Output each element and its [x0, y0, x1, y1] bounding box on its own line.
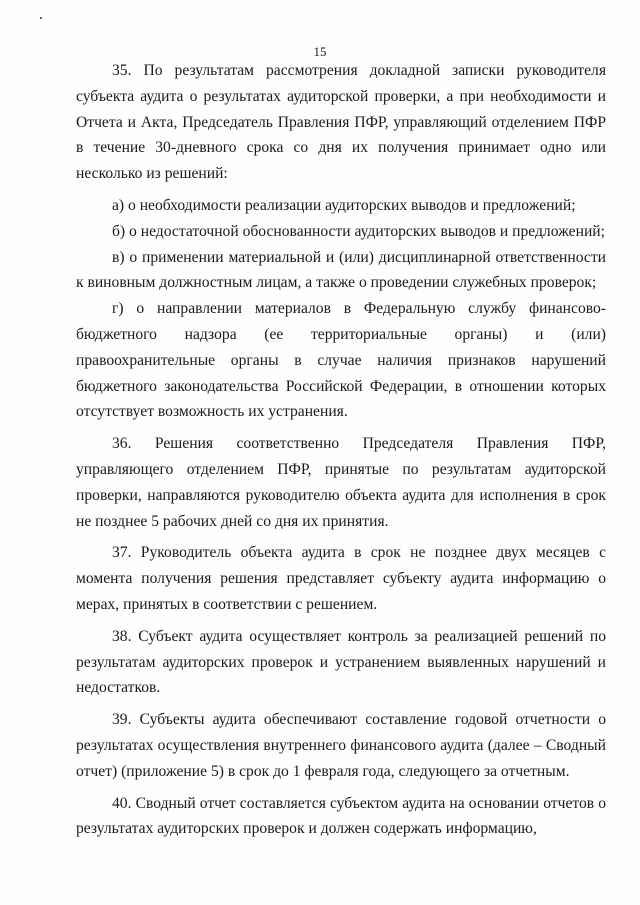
scan-speck	[40, 17, 42, 19]
paragraph-38: 38. Субъект аудита осуществляет контроль за реализацией решений по результатам аудиторских проверок и устранением выявленных нарушений и недостатков.	[76, 627, 606, 697]
paragraph-35-item-a: а) о необходимости реализации аудиторских выводов и предложений;	[112, 196, 576, 214]
paragraph-35-item-b: б) о недостаточной обоснованности аудиторских выводов и предложений;	[112, 222, 605, 240]
paragraph-35: 35. По результатам рассмотрения докладной записки руководителя субъекта аудита о результатах аудиторской проверки, а при необходимости и Отчета и Акта, Председатель Правления ПФР, управляющий отделением ПФР в течение 30-дневного срока со дня их получения принимает одно или несколько из решений:	[76, 62, 606, 183]
paragraph-40: 40. Сводный отчет составляется субъектом аудита на основании отчетов о результатах аудиторских проверок и должен содержать информацию,	[76, 794, 606, 838]
document-body	[76, 58, 606, 842]
paragraph-35-item-g: г) о направлении материалов в Федеральную службу финансово-бюджетного надзора (ее территориальные органы) и (или) правоохранительные органы в случае наличия признаков нарушений бюджетного законодательства Российской Федерации, в отношении которых отсутствует возможность их устранения.	[76, 300, 606, 421]
page-number: 15	[313, 44, 327, 59]
paragraph-37: 37. Руководитель объекта аудита в срок не позднее двух месяцев с момента получения решения представляет субъекту аудита информацию о мерах, принятых в соответствии с решением.	[76, 544, 606, 613]
paragraph-36: 36. Решения соответственно Председателя Правления ПФР, управляющего отделением ПФР, принятые по результатам аудиторской проверки, направляются руководителю объекта аудита для исполнения в срок не позднее 5 рабочих дней со дня их принятия.	[76, 435, 606, 530]
paragraph-39: 39. Субъекты аудита обеспечивают составление годовой отчетности о результатах осуществления внутреннего финансового аудита (далее – Сводный отчет) (приложение 5) в срок до 1 февраля года, следующего за отчетным.	[76, 711, 606, 780]
paragraph-35-item-v: в) о применении материальной и (или) дисциплинарной ответственности к виновным должностным лицам, а также о проведении служебных проверок;	[76, 248, 606, 292]
